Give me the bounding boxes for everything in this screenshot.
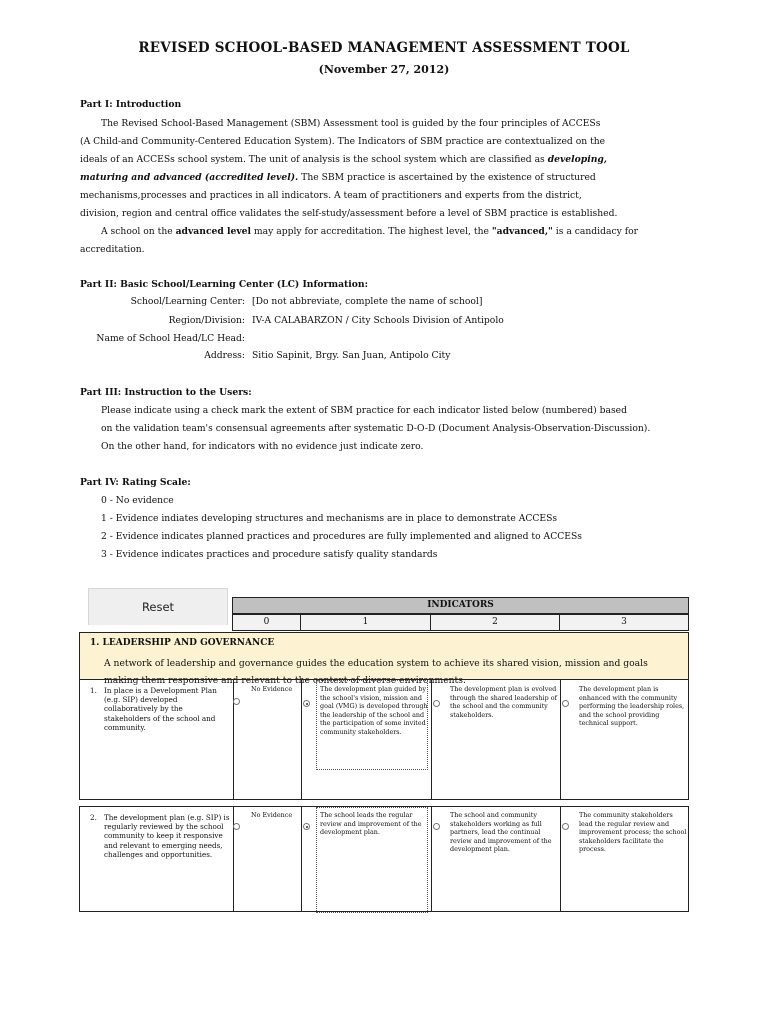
option-text-1: The school leads the regular review and improvement of the development plan.	[320, 811, 422, 837]
indicator-number: 1.	[90, 686, 97, 695]
option-outline	[316, 680, 428, 770]
instruction-line-2: on the validation team's consensual agreements after systematic D-O-D (Document Analysis-Observation-Discussion).	[101, 423, 651, 434]
option-cell-0	[233, 680, 302, 799]
indicator-row-1	[79, 679, 689, 800]
school-value[interactable]: [Do not abbreviate, complete the name of school]	[252, 296, 483, 307]
option-cell-3	[560, 680, 690, 799]
address-value[interactable]: Sitio Sapinit, Brgy. San Juan, Antipolo City	[252, 350, 451, 361]
instruction-line-1: Please indicate using a check mark the extent of SBM practice for each indicator listed below (numbered) based	[101, 405, 627, 416]
level-header-3: 3	[559, 614, 689, 631]
rating-radio-0[interactable]	[233, 823, 240, 830]
indicator-row-2	[79, 806, 689, 912]
intro-line-3a: ideals of an ACCESs school system. The unit of analysis is the school system which are classified as	[80, 154, 548, 165]
rating-radio-3[interactable]	[562, 823, 569, 830]
rating-item-3: 3 - Evidence indicates practices and procedure satisfy quality standards	[101, 549, 438, 560]
intro-line-6: division, region and central office validates the self-study/assessment before a level of SBM practice is established.	[80, 208, 618, 219]
section-description: A network of leadership and governance guides the education system to achieve its shared vision, mission and goals making them responsive and relevant to the context of diverse environments.	[104, 658, 648, 686]
rating-item-0: 0 - No evidence	[101, 495, 174, 506]
option-text-0: No Evidence	[251, 811, 293, 819]
part3-heading: Part III: Instruction to the Users:	[80, 387, 252, 398]
document-title: REVISED SCHOOL-BASED MANAGEMENT ASSESSMENT TOOL	[138, 40, 630, 56]
rating-radio-3[interactable]	[562, 700, 569, 707]
level-header-2: 2	[430, 614, 560, 631]
school-label: School/Learning Center:	[130, 296, 245, 307]
level-header-0: 0	[232, 614, 301, 631]
intro-line-7e: is a candidacy for	[552, 226, 639, 237]
option-cell-1	[301, 680, 432, 799]
intro-line-4	[80, 169, 596, 187]
region-value[interactable]: IV-A CALABARZON / City Schools Division of Antipolo	[252, 315, 504, 326]
intro-line-4b: The SBM practice is ascertained by the existence of structured	[298, 172, 596, 183]
rating-radio-1[interactable]	[303, 823, 310, 830]
part1-heading: Part I: Introduction	[80, 99, 182, 110]
option-text-3: The development plan is enhanced with the community performing the leadership roles, and the school providing technical support.	[579, 685, 685, 728]
option-text-1: The development plan guided by the school's vision, mission and goal (VMG) is developed through the leadership of the school and the participation of some invited community stakeholders.	[320, 685, 428, 736]
level-header-1: 1	[300, 614, 431, 631]
indicator-text: In place is a Development Plan (e.g. SIP) developed collaboratively by the stakeholders of the school and community.	[104, 686, 217, 732]
indicator-text: The development plan (e.g. SIP) is regularly reviewed by the school community to keep it responsive and relevant to emerging needs, challenges and opportunities.	[104, 813, 230, 859]
intro-line-1: The Revised School-Based Management (SBM) Assessment tool is guided by the four principles of ACCESs	[101, 118, 601, 129]
part4-heading: Part IV: Rating Scale:	[80, 477, 191, 488]
rating-radio-1[interactable]	[303, 700, 310, 707]
option-text-3: The community stakeholders lead the regular review and improvement process; the school stakeholders facilitate the process.	[579, 811, 687, 854]
intro-line-7c: may apply for accreditation. The highest level, the	[251, 226, 492, 237]
instruction-line-3: On the other hand, for indicators with no evidence just indicate zero.	[101, 441, 424, 452]
option-cell-3	[560, 807, 690, 911]
rating-item-2: 2 - Evidence indicates planned practices and procedures are fully implemented and aligned to ACCESs	[101, 531, 582, 542]
option-cell-2	[431, 807, 561, 911]
rating-radio-2[interactable]	[433, 823, 440, 830]
intro-line-4a: maturing and advanced (accredited level).	[80, 172, 299, 183]
intro-line-7	[101, 223, 638, 241]
section-heading: 1. LEADERSHIP AND GOVERNANCE	[90, 638, 275, 648]
region-label: Region/Division:	[168, 315, 245, 326]
section-leadership-governance	[79, 632, 689, 686]
option-cell-2	[431, 680, 561, 799]
school-head-label: Name of School Head/LC Head:	[96, 333, 245, 344]
intro-line-7d: "advanced,"	[491, 226, 553, 237]
intro-line-2: (A Child-and Community-Centered Education System). The Indicators of SBM practice are contextualized on the	[80, 136, 606, 147]
indicator-number: 2.	[90, 813, 97, 822]
intro-line-8: accreditation.	[80, 244, 145, 255]
option-cell-1	[301, 807, 432, 911]
document-date: (November 27, 2012)	[318, 63, 450, 76]
school-info	[0, 296, 768, 366]
option-text-2: The school and community stakeholders working as full partners, lead the continual review and improvement of the development plan.	[450, 811, 552, 854]
intro-line-7b: advanced level	[175, 226, 252, 237]
intro-line-7a: A school on the	[101, 226, 176, 237]
option-outline	[316, 807, 428, 913]
rating-radio-0[interactable]	[233, 698, 240, 705]
part2-heading: Part II: Basic School/Learning Center (LC) Information:	[80, 279, 368, 290]
address-label: Address:	[204, 350, 245, 361]
intro-line-5: mechanisms,processes and practices in all indicators. A team of practitioners and experts from the district,	[80, 190, 582, 201]
intro-line-3b: developing,	[547, 154, 607, 165]
intro-line-3	[80, 151, 607, 169]
indicators-header: INDICATORS	[232, 597, 689, 614]
rating-item-1: 1 - Evidence indiates developing structures and mechanisms are in place to demonstrate ACCESs	[101, 513, 558, 524]
option-text-2: The development plan is evolved through the shared leadership of the school and the community stakeholders.	[450, 685, 557, 719]
option-text-0: No Evidence	[251, 685, 293, 693]
rating-radio-2[interactable]	[433, 700, 440, 707]
option-cell-0	[233, 807, 302, 911]
reset-button[interactable]: Reset	[88, 588, 228, 625]
